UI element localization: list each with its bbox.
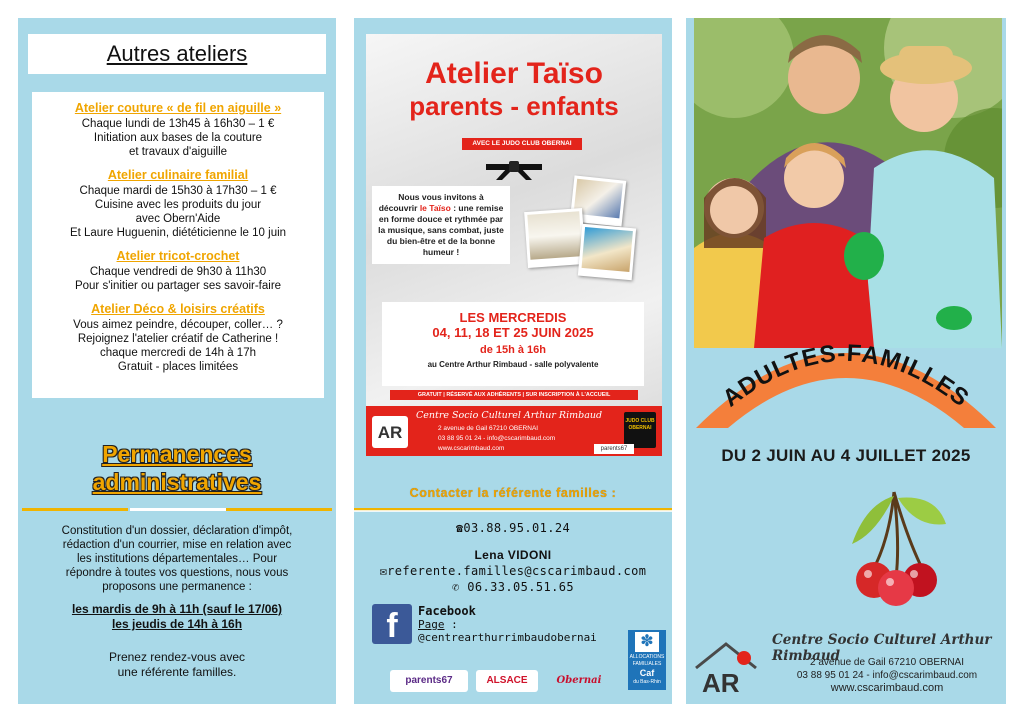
facebook-title: Facebook bbox=[418, 604, 476, 618]
invite-highlight: le Taïso bbox=[419, 203, 451, 213]
divider-line bbox=[226, 508, 332, 511]
atelier-item bbox=[32, 248, 324, 293]
atelier-line: Pour s'initier ou partager ses savoir-faire bbox=[74, 280, 282, 292]
center-name: Centre Socio Culturel Arthur Rimbaud bbox=[772, 632, 992, 664]
address-line: 2 avenue de Gail 67210 OBERNAI bbox=[438, 425, 539, 432]
adultes-familles-banner bbox=[686, 318, 1006, 438]
atelier-line: Chaque vendredi de 9h30 à 11h30 bbox=[89, 266, 267, 278]
caf-logo bbox=[628, 630, 666, 690]
atelier-line: Initiation aux bases de la couture bbox=[93, 132, 263, 144]
facebook-page bbox=[418, 618, 597, 644]
text-line: Constitution d'un dossier, déclaration d'impôt, bbox=[61, 525, 293, 537]
atelier-item bbox=[32, 167, 324, 240]
poster-photo bbox=[524, 208, 586, 268]
atelier-line: avec Obern'Aide bbox=[135, 213, 221, 225]
panel-taiso-contact bbox=[354, 18, 672, 704]
website-link[interactable]: www.cscarimbaud.com bbox=[830, 682, 944, 694]
center-address bbox=[772, 656, 1002, 695]
atelier-line: Gratuit - places limitées bbox=[117, 361, 239, 373]
atelier-line: Vous aimez peindre, découper, coller… ? bbox=[73, 319, 283, 331]
divider-line bbox=[130, 508, 226, 511]
poster-invite bbox=[372, 186, 510, 264]
permanences-description bbox=[32, 524, 322, 594]
poster-photo bbox=[578, 224, 636, 281]
facebook-page-suffix: : bbox=[444, 618, 458, 631]
divider-line bbox=[22, 508, 128, 511]
panel-autres-ateliers bbox=[18, 18, 336, 704]
atelier-line: Cuisine avec les produits du jour bbox=[94, 199, 262, 211]
contact-title: Contacter la référente familles : bbox=[409, 486, 617, 500]
text-line: répondre à toutes vos questions, nous vous bbox=[65, 567, 289, 579]
facebook-handle-link[interactable]: @centrearthurrimbaudobernai bbox=[418, 631, 597, 644]
permanences-rdv bbox=[32, 650, 322, 680]
poster-time: de 15h à 16h bbox=[479, 344, 547, 356]
poster-dates-box bbox=[382, 302, 644, 386]
atelier-title: Atelier culinaire familial bbox=[107, 168, 249, 182]
poster-dates-line: LES MERCREDIS bbox=[459, 310, 567, 325]
permanences-title bbox=[18, 440, 336, 496]
text-line: les institutions départementales… Pour bbox=[76, 553, 278, 565]
schedule-line: les mardis de 9h à 11h (sauf le 17/06) bbox=[71, 602, 283, 616]
ar-logo bbox=[692, 638, 760, 696]
caf-text: ALLOCATIONS FAMILIALES bbox=[629, 654, 665, 667]
obernai-logo: Obernai bbox=[556, 675, 602, 686]
poster-info-bar: GRATUIT | RÉSERVÉ AUX ADHÉRENTS | SUR INSCRIPTION À L'ACCUEIL bbox=[390, 390, 638, 400]
contact-mobile[interactable]: ✆ 06.33.05.51.65 bbox=[452, 580, 574, 594]
atelier-line: Chaque mardi de 15h30 à 17h30 – 1 € bbox=[79, 185, 277, 197]
schedule-line: les jeudis de 14h à 16h bbox=[111, 617, 243, 631]
contact-name: Lena VIDONI bbox=[474, 548, 552, 562]
black-belt-icon bbox=[486, 158, 542, 182]
text-line: une référente familles. bbox=[117, 665, 237, 679]
atelier-line: Et Laure Huguenin, diététicienne le 10 juin bbox=[69, 227, 287, 239]
poster-subtitle: parents - enfants bbox=[409, 91, 619, 121]
atelier-line: Chaque lundi de 13h45 à 16h30 – 1 € bbox=[81, 118, 275, 130]
permanences-schedule bbox=[18, 602, 336, 632]
poster-title: Atelier Taïso bbox=[425, 57, 603, 90]
poster-footer bbox=[366, 406, 662, 456]
taiso-poster bbox=[366, 34, 662, 456]
center-name: Centre Socio Culturel Arthur Rimbaud bbox=[416, 410, 603, 421]
atelier-title: Atelier couture « de fil en aiguille » bbox=[74, 101, 282, 115]
period-dates: DU 2 JUIN AU 4 JUILLET 2025 bbox=[721, 446, 971, 465]
contact-email[interactable]: ✉referente.familles@cscarimbaud.com bbox=[379, 564, 647, 578]
poster-dates-line: 04, 11, 18 ET 25 JUIN 2025 bbox=[432, 325, 594, 340]
atelier-line: Rejoignez l'atelier créatif de Catherine ! bbox=[77, 333, 279, 345]
family-photo bbox=[694, 18, 1002, 348]
ateliers-list bbox=[32, 92, 324, 398]
caf-sub: du Bas-Rhin bbox=[633, 679, 661, 685]
atelier-title: Atelier tricot-crochet bbox=[116, 249, 240, 263]
permanences-title-line: administratives bbox=[92, 469, 262, 495]
text-line: rédaction d'un courrier, mise en relation avec bbox=[62, 539, 292, 551]
facebook-icon[interactable]: f bbox=[372, 604, 412, 644]
caf-name: Caf bbox=[639, 668, 655, 678]
text-line: proposons une permanence : bbox=[102, 581, 252, 593]
atelier-item bbox=[32, 301, 324, 374]
address-line: 03 88 95 01 24 - info@cscarimbaud.com bbox=[438, 435, 556, 442]
address-line: 2 avenue de Gail 67210 OBERNAI bbox=[810, 657, 964, 668]
ar-logo: AR bbox=[372, 416, 408, 448]
poster-ribbon: AVEC LE JUDO CLUB OBERNAI bbox=[462, 138, 582, 150]
address-line: 03 88 95 01 24 - info@cscarimbaud.com bbox=[796, 670, 978, 681]
invite-text: : une remise en forme douce et rythmée par la musique, sans combat, juste du bien-être et de la bonne humeur ! bbox=[378, 203, 504, 257]
atelier-line: chaque mercredi de 14h à 17h bbox=[100, 347, 256, 359]
panel-adultes-familles bbox=[686, 18, 1006, 704]
cherries-icon bbox=[846, 484, 956, 608]
divider-line bbox=[354, 510, 672, 512]
section-title-ateliers: Autres ateliers bbox=[28, 34, 326, 74]
atelier-title: Atelier Déco & loisirs créatifs bbox=[91, 302, 265, 316]
banner-text: ADULTES-FAMILLES bbox=[717, 339, 975, 413]
atelier-item bbox=[32, 100, 324, 159]
poster-location: au Centre Arthur Rimbaud - salle polyvalente bbox=[427, 360, 599, 369]
center-address bbox=[438, 424, 555, 454]
address-line: www.cscarimbaud.com bbox=[438, 445, 505, 452]
facebook-page-label: Page bbox=[418, 618, 445, 631]
atelier-line: et travaux d'aiguille bbox=[128, 146, 228, 158]
ar-logo-text: AR bbox=[702, 668, 740, 696]
text-line: Prenez rendez-vous avec bbox=[108, 650, 246, 664]
judo-club-logo: JUDO CLUB OBERNAI bbox=[624, 412, 656, 448]
invite-text: Nous vous invitons à découvrir bbox=[378, 192, 484, 213]
permanences-title-line: Permanences bbox=[102, 441, 252, 467]
contact-phone[interactable]: ☎03.88.95.01.24 bbox=[455, 521, 571, 535]
alsace-logo: ALSACE bbox=[476, 670, 538, 692]
parents-logo: parents67 bbox=[594, 444, 634, 454]
caf-snowflake-icon: ✽ bbox=[635, 632, 659, 652]
parents-logo: parents67 bbox=[390, 670, 468, 692]
family-illustration bbox=[694, 18, 1002, 348]
